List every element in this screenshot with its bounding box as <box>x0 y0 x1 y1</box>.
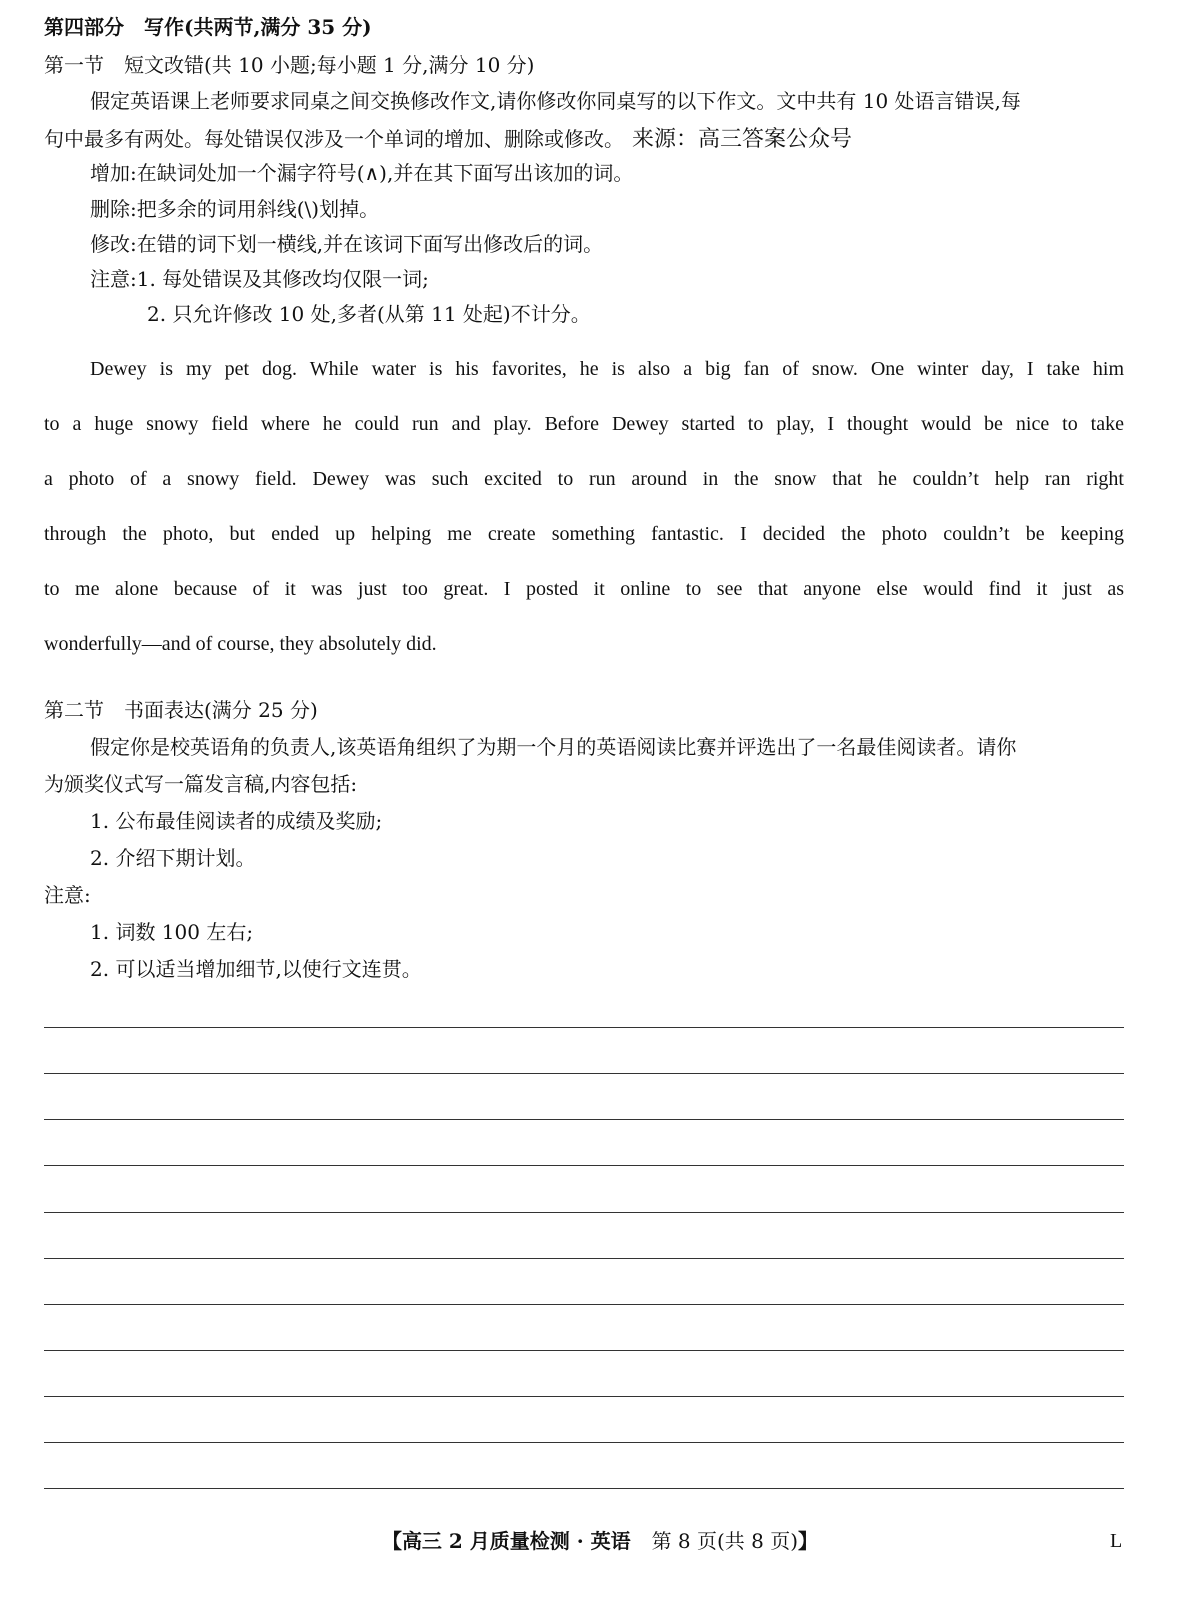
section1-intro-line2 <box>44 126 1124 153</box>
footer-version-letter: L <box>1110 1530 1123 1552</box>
footer-page-info: 第 8 页(共 8 页) <box>651 1529 799 1553</box>
section2-heading: 第二节 书面表达(满分 25 分) <box>44 698 318 722</box>
section2-note-2: 2. 可以适当增加细节,以使行文连贯。 <box>90 957 422 981</box>
footer-bracket-close: 】 <box>798 1529 819 1553</box>
section2-note-label: 注意: <box>44 883 91 907</box>
answer-line <box>44 1119 1124 1120</box>
section1-intro-text: 句中最多有两处。每处错误仅涉及一个单词的增加、删除或修改。 <box>44 127 624 151</box>
passage-line: to a huge snowy field where he could run and play. Before Dewey started to play, I thought would be nice to take <box>44 413 1124 435</box>
answer-line <box>44 1350 1124 1351</box>
section2-intro-line2: 为颁奖仪式写一篇发言稿,内容包括: <box>44 772 358 796</box>
answer-line <box>44 1212 1124 1213</box>
answer-line <box>44 1258 1124 1259</box>
part-title: 第四部分 写作(共两节,满分 35 分) <box>44 15 372 39</box>
note-1: 注意:1. 每处错误及其修改均仅限一词; <box>90 267 429 291</box>
note-2: 2. 只允许修改 10 处,多者(从第 11 处起)不计分。 <box>147 302 591 326</box>
footer-bracket-open: 【 <box>381 1529 402 1553</box>
passage-line: to me alone because of it was just too great. I posted it online to see that anyone else would find it just as <box>44 578 1124 600</box>
rule-modify: 修改:在错的词下划一横线,并在该词下面写出修改后的词。 <box>90 232 604 256</box>
source-note: 来源：高三答案公众号 <box>632 127 853 152</box>
passage-line: Dewey is my pet dog. While water is his favorites, he is also a big fan of snow. One winter day, I take him <box>90 358 1124 380</box>
section2-note-1: 1. 词数 100 左右; <box>90 920 254 944</box>
passage-line: a photo of a snowy field. Dewey was such excited to run around in the snow that he couldn’t help ran right <box>44 468 1124 490</box>
task-item-2: 2. 介绍下期计划。 <box>90 846 256 870</box>
answer-line <box>44 1073 1124 1074</box>
section1-intro-line1: 假定英语课上老师要求同桌之间交换修改作文,请你修改你同桌写的以下作文。文中共有 10 处语言错误,每 <box>90 89 1021 113</box>
rule-add: 增加:在缺词处加一个漏字符号(∧),并在其下面写出该加的词。 <box>90 161 634 185</box>
answer-line <box>44 1488 1124 1489</box>
passage-line: wonderfully—and of course, they absolutely did. <box>44 633 437 655</box>
task-item-1: 1. 公布最佳阅读者的成绩及奖励; <box>90 809 383 833</box>
answer-line <box>44 1027 1124 1028</box>
answer-line <box>44 1442 1124 1443</box>
answer-line <box>44 1165 1124 1166</box>
section1-heading: 第一节 短文改错(共 10 小题;每小题 1 分,满分 10 分) <box>44 53 535 77</box>
answer-line <box>44 1304 1124 1305</box>
answer-writing-area[interactable] <box>44 1000 1124 1500</box>
answer-line <box>44 1396 1124 1397</box>
footer-exam-name: 高三 2 月质量检测 · 英语 <box>401 1529 631 1553</box>
passage-line: through the photo, but ended up helping me create something fantastic. I decided the photo couldn’t be keeping <box>44 523 1124 545</box>
rule-delete: 删除:把多余的词用斜线(\)划掉。 <box>90 197 380 221</box>
section2-intro-line1: 假定你是校英语角的负责人,该英语角组织了为期一个月的英语阅读比赛并评选出了一名最佳阅读者。请你 <box>90 735 1017 759</box>
page-footer <box>0 1528 1200 1554</box>
